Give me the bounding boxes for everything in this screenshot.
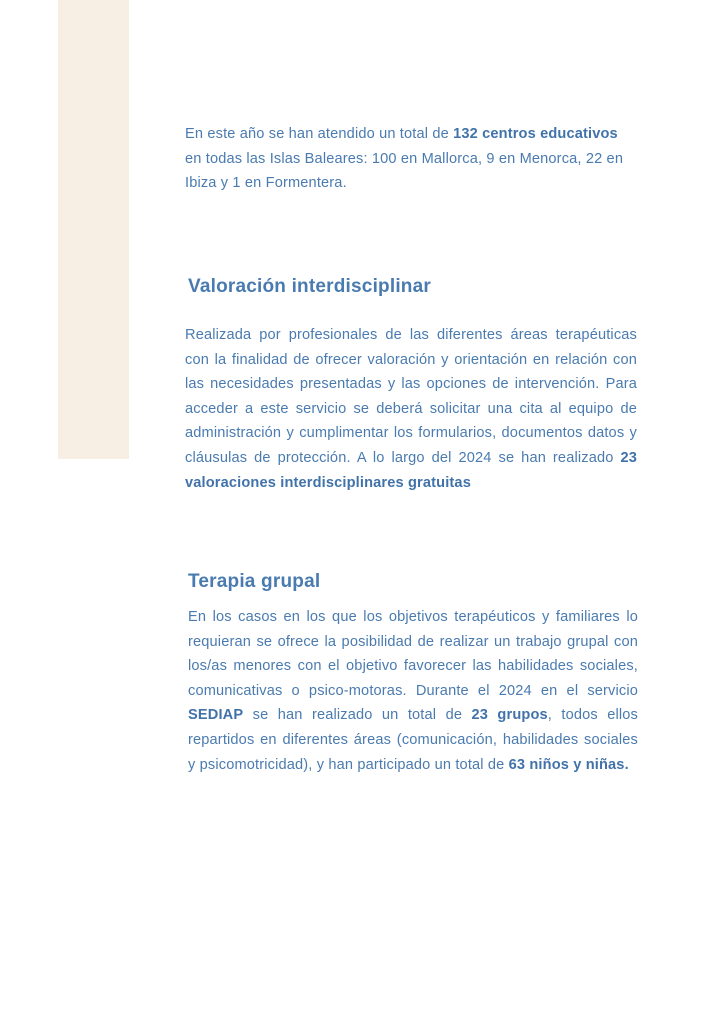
terapia-text-3: , todos ellos repartidos en diferentes áreas (comunicación, habilidades sociales y psicomotricidad), y han participado un total de	[188, 707, 638, 773]
terapia-text-2: se han realizado un total de	[243, 707, 472, 724]
intro-highlight-centros: 132 centros educativos	[453, 126, 618, 142]
valoracion-paragraph	[185, 323, 637, 495]
section-heading-terapia: Terapia grupal	[188, 571, 321, 592]
terapia-paragraph	[188, 605, 638, 777]
intro-paragraph	[185, 122, 637, 196]
terapia-highlight-grupos: 23 grupos	[471, 707, 548, 724]
valoracion-highlight: 23 valoraciones interdisciplinares gratuitas	[185, 449, 637, 491]
intro-text-2: en todas las Islas Baleares: 100 en Mallorca, 9 en Menorca, 22 en Ibiza y 1 en Formentera.	[185, 150, 624, 192]
terapia-highlight-sediap: SEDIAP	[188, 707, 244, 724]
decorative-side-band	[58, 0, 129, 459]
section-heading-valoracion: Valoración interdisciplinar	[188, 276, 431, 297]
valoracion-text-1: Realizada por profesionales de las diferentes áreas terapéuticas con la finalidad de ofrecer valoración y orientación en relación con las necesidades presentadas y las opciones de intervención. Para acceder a este servicio se deberá solicitar una cita al equipo de administración y cumplimentar los formularios, documentos datos y cláusulas de protección. A lo largo del 2024 se han realizado	[185, 327, 637, 466]
terapia-text-1: En los casos en los que los objetivos terapéuticos y familiares lo requieran se ofrece la posibilidad de realizar un trabajo grupal con los/as menores con el objetivo favorecer las habilidades sociales, comunicativas o psico-motoras. Durante el 2024 en el servicio	[188, 609, 638, 699]
terapia-highlight-ninos: 63 niños y niñas.	[508, 756, 629, 773]
intro-text-1: En este año se han atendido un total de	[185, 126, 454, 142]
